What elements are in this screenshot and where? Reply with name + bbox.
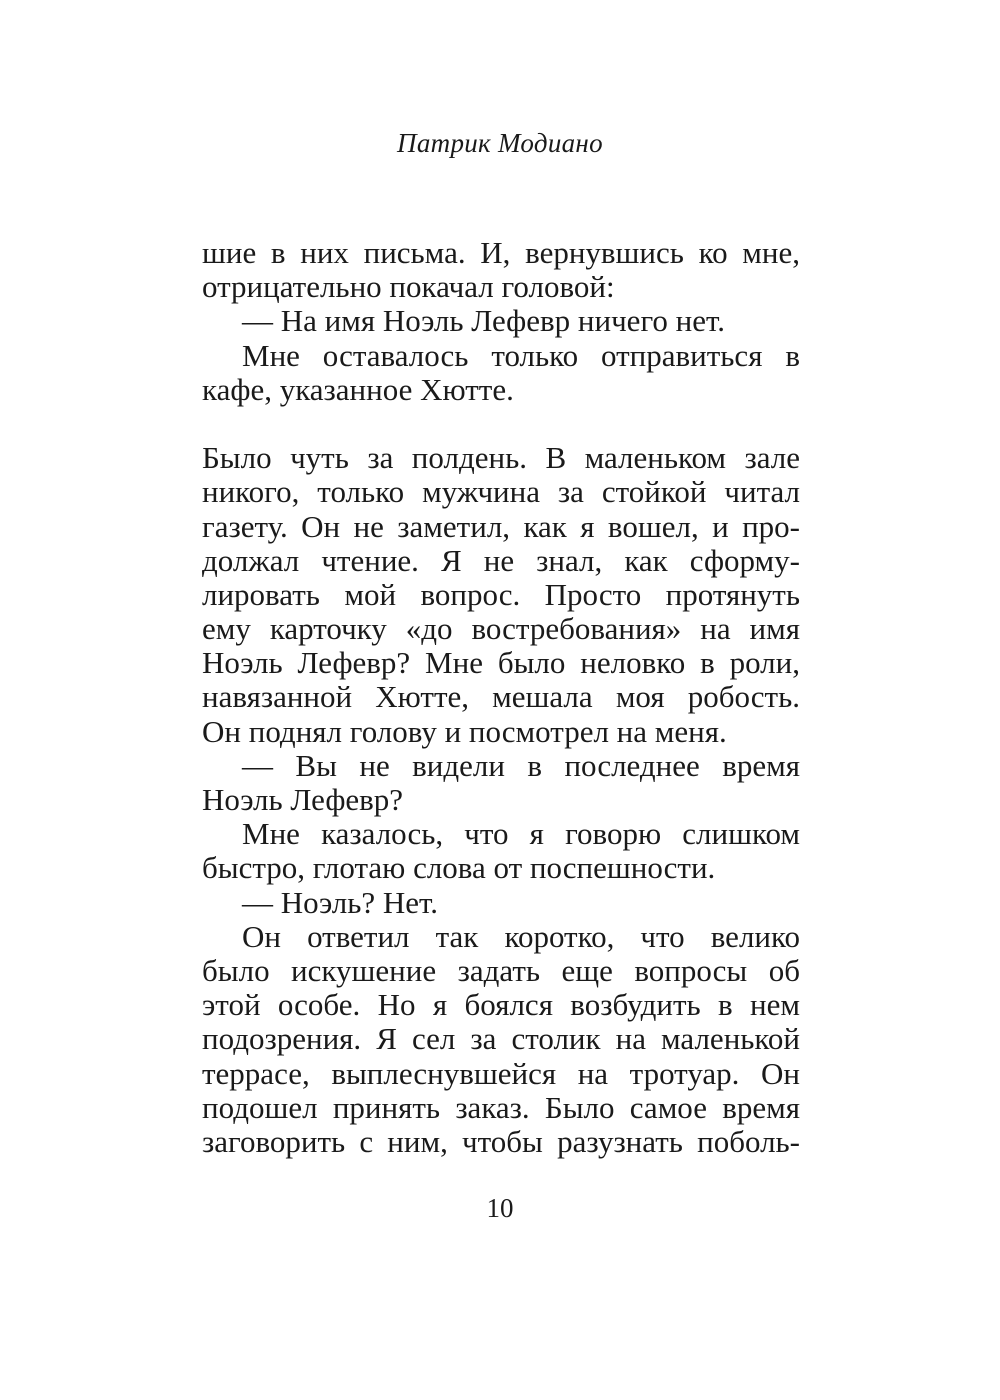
text-line: Мне оставалось только отправиться в (242, 338, 800, 373)
dialogue-line: — Вы не видели в последнее время (242, 748, 800, 783)
text-line: лировать мой вопрос. Просто протянуть (202, 577, 800, 612)
text-line: быстро, глотаю слова от поспешности. (202, 851, 716, 886)
text-line: Ноэль Лефевр? Мне было неловко в роли, (202, 646, 800, 681)
text-line: этой особе. Но я боялся возбудить в нем (202, 988, 800, 1023)
text-line: подошел принять заказ. Было самое время (202, 1090, 800, 1125)
dialogue-line: — На имя Ноэль Лефевр ничего нет. (242, 304, 725, 339)
text-line: Он поднял голову и посмотрел на меня. (202, 714, 727, 749)
text-line: навязанной Хютте, мешала моя робость. (202, 680, 800, 715)
dialogue-line: — Ноэль? Нет. (242, 885, 438, 920)
text-line: должал чтение. Я не знал, как сформу- (202, 543, 800, 578)
text-line: было искушение задать еще вопросы об (202, 953, 800, 988)
text-line: газету. Он не заметил, как я вошел, и про- (202, 509, 800, 544)
text-line: шие в них письма. И, вернувшись ко мне, (202, 236, 800, 270)
text-line: Ноэль Лефевр? (202, 783, 404, 817)
page-number: 10 (486, 1193, 514, 1223)
text-line: террасе, выплеснувшейся на тротуар. Он (202, 1056, 800, 1091)
text-line: заговорить с ним, чтобы разузнать поболь- (202, 1124, 800, 1159)
running-header-author: Патрик Модиано (397, 128, 603, 158)
body-text (202, 236, 800, 1159)
section-break (202, 407, 800, 441)
text-line: ему карточку «до востребования» на имя (202, 612, 800, 647)
text-line: никого, только мужчина за стойкой читал (202, 475, 800, 510)
text-line: Он ответил так коротко, что велико (242, 919, 800, 954)
text-line: Было чуть за полдень. В маленьком зале (202, 441, 800, 476)
text-line: кафе, указанное Хютте. (202, 372, 514, 407)
text-line: подозрения. Я сел за столик на маленькой (202, 1022, 800, 1057)
text-line: Мне казалось, что я говорю слишком (242, 817, 800, 852)
text-line: отрицательно покачал головой: (202, 270, 615, 305)
